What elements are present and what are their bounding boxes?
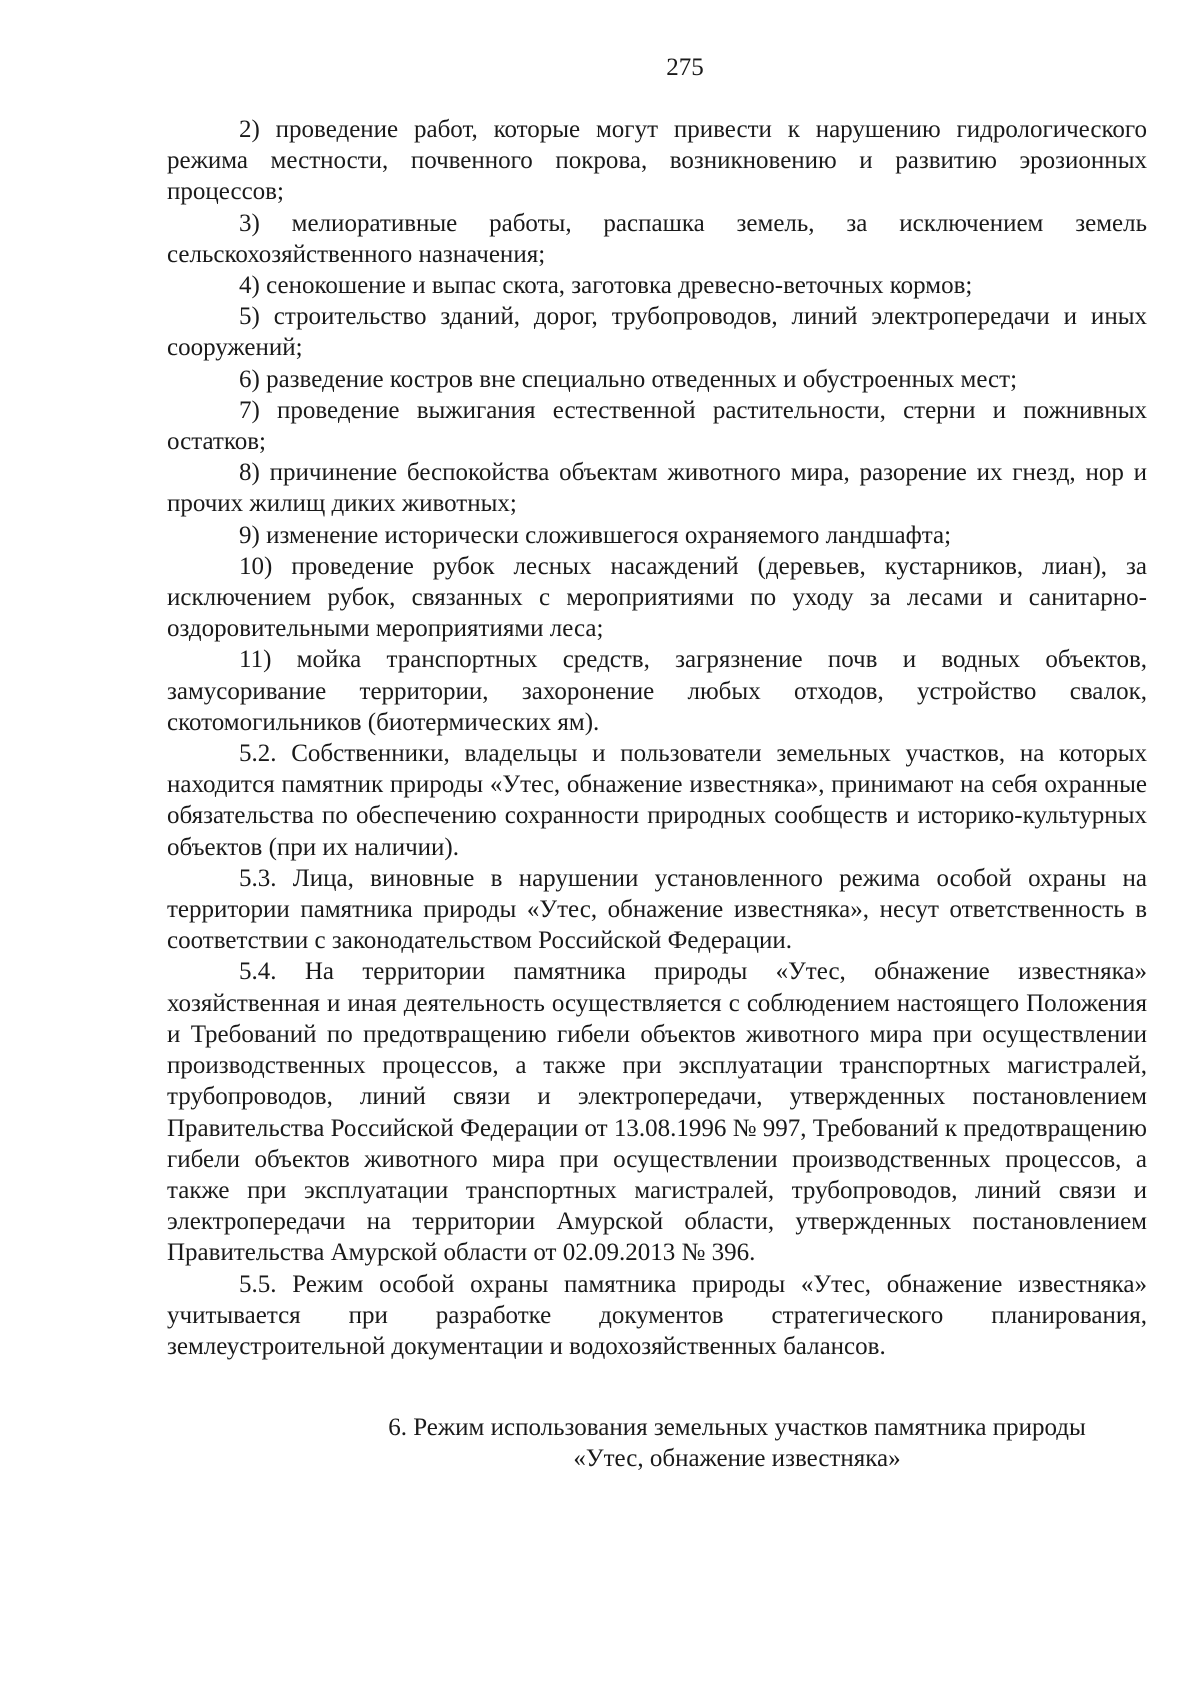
paragraph-5-2: 5.2. Собственники, владельцы и пользователи земельных участков, на которых находится памятник природы «Утес, обнажение известняка», принимают на себя охранные обязательства по обеспечению сохранности природных сообществ и историко-культурных объектов (при их наличии). [167,740,1147,861]
paragraph-5-5: 5.5. Режим особой охраны памятника природы «Утес, обнажение известняка» учитывается при разработке документов стратегического планирования, землеустроительной документации и водохозяйственных балансов. [167,1270,1147,1360]
paragraph-5-3: 5.3. Лица, виновные в нарушении установленного режима особой охраны на территории памятника природы «Утес, обнажение известняка», несут ответственность в соответствии с законодательством Российской Федерации. [167,864,1147,955]
section-heading-line-2: «Утес, обнажение известняка» [573,1445,901,1473]
document-body [167,114,1147,1475]
section-heading [167,1412,1147,1474]
list-item: 5) строительство зданий, дорог, трубопроводов, линий электропередачи и иных сооружений; [167,303,1147,362]
list-item: 2) проведение работ, которые могут привести к нарушению гидрологического режима местности, почвенного покрова, возникновению и развитию эрозионных процессов; [167,116,1147,206]
list-item: 9) изменение исторически сложившегося охраняемого ландшафта; [239,521,952,549]
list-item: 3) мелиоративные работы, распашка земель, за исключением земель сельскохозяйственного назначения; [167,209,1147,268]
list-item: 11) мойка транспортных средств, загрязнение почв и водных объектов, замусоривание территории, захоронение любых отходов, устройство свалок, скотомогильников (биотермических ям). [167,646,1147,736]
list-item: 8) причинение беспокойства объектам животного мира, разорение их гнезд, нор и прочих жилищ диких животных; [167,459,1147,518]
list-item: 6) разведение костров вне специально отведенных и обустроенных мест; [239,365,1018,393]
page-number: 275 [666,54,704,81]
list-item: 10) проведение рубок лесных насаждений (деревьев, кустарников, лиан), за исключением рубок, связанных с мероприятиями по уходу за лесами и санитарно-оздоровительными мероприятиями леса; [167,552,1147,643]
section-heading-line-1: 6. Режим использования земельных участков памятника природы [388,1414,1086,1442]
list-item: 4) сенокошение и выпас скота, заготовка древесно-веточных кормов; [239,272,973,300]
paragraph-5-4: 5.4. На территории памятника природы «Утес, обнажение известняка» хозяйственная и иная деятельность осуществляется с соблюдением настоящего Положения и Требований по предотвращению гибели объектов животного мира при осуществлении производственных процессов, а также при эксплуатации транспортных магистралей, трубопроводов, линий связи и электропередачи, утвержденных постановлением Правительства Российской Федерации от 13.08.1996 № 997, Требований к предотвращению гибели объектов животного мира при осуществлении производственных процессов, а также при эксплуатации транспортных магистралей, трубопроводов, линий связи и электропередачи на территории Амурской области, утвержденных постановлением Правительства Амурской области от 02.09.2013 № 396. [167,958,1147,1267]
list-item: 7) проведение выжигания естественной растительности, стерни и пожнивных остатков; [167,396,1147,456]
